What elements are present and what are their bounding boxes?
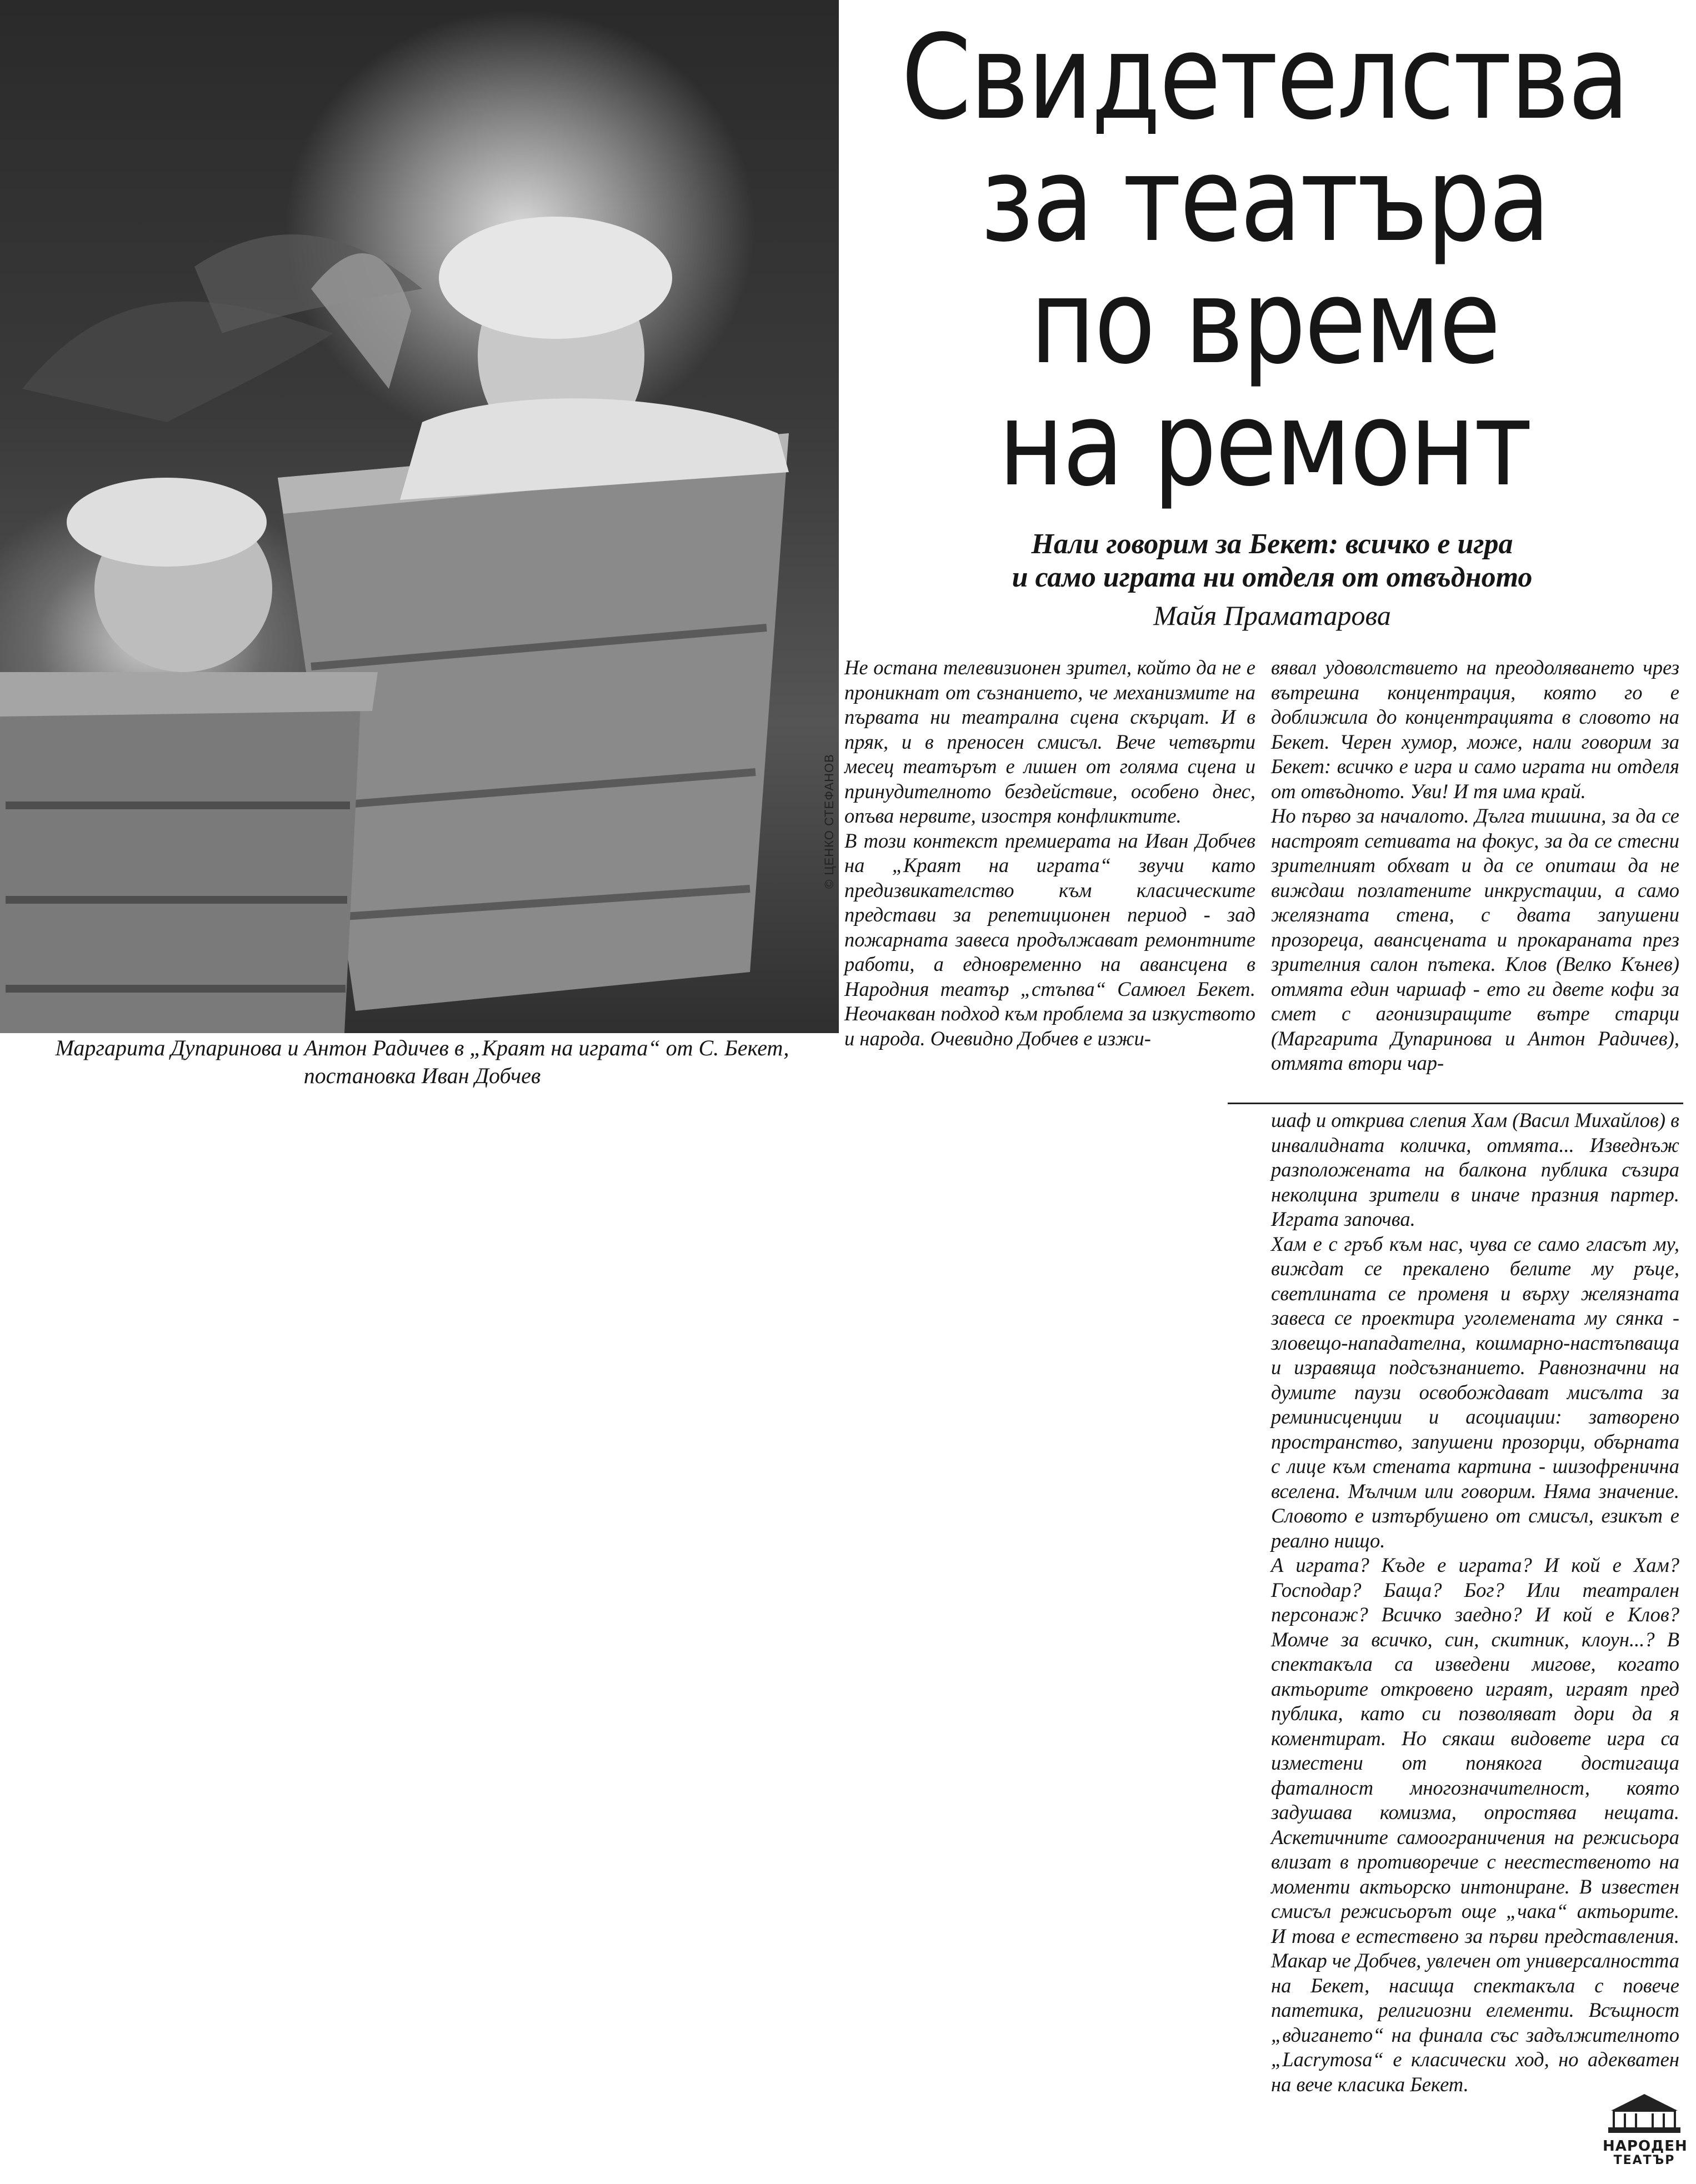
paragraph: Хам е с гръб към нас, чува се само гласът му, виждат се прекалено белите му ръце, светлината се променя и върху желязната завеса се проектира уголемената му сянка - зловещо-нападателна, кошмарно-настъпваща и изравяща подсъзнанието. Равнозначни на думите паузи освобождават мисълта за реминисценции и асоциации: затворено пространство, запушени прозорци, обърната с лице към стената картина - шизофренична вселена. Мълчим или говорим. Няма значение. Словото е изтърбушено от смисъл, езикът е реално нищо.: [1271, 1232, 1679, 1552]
subtitle-line-1: Нали говорим за Бекет: всичко е игра: [1031, 528, 1513, 560]
headline-line-1: Свидетелства: [901, 9, 1628, 146]
logo-line-1: НАРОДЕН: [1603, 2138, 1688, 2155]
headline: [894, 9, 1636, 512]
text-column-2: [1271, 655, 1679, 1076]
subtitle: [855, 528, 1689, 594]
paragraph: Не остана телевизионен зрител, който да не е проникнат от съзнанието, че механизмите на първата ни театрална сцена скърцат. И в пряк, и в преносен смисъл. Вече четвърти месец театърът е лишен от голяма сцена и принудителното бездействие, особено днес, опъва нервите, изостря конфликтите.: [844, 656, 1255, 827]
paragraph: Но първо за началото. Дълга тишина, за да се настроят сетивата на фокус, за да се стесни зрителният обхват и да се опиташ да не виждаш позлатените инкрустации, а само желязната стена, с двата запушени прозореца, авансцената и прокараната през зрителния салон пътека. Клов (Велко Кънев) отмята един чаршаф - ето ги двете кофи за смет с агонизиращите вътре старци (Маргарита Дупаринова и Антон Радичев), отмята втори чар-: [1271, 804, 1679, 1074]
paragraph: вявал удоволствието на преодоляването чрез вътрешна концентрация, която го е доближила до концентрацията в словото на Бекет. Черен хумор, може, нали говорим за Бекет: всичко е игра и само играта ни отделя от отвъдното. Уви! И тя има край.: [1271, 656, 1679, 803]
article-photo: [0, 0, 839, 1033]
paragraph: шаф и открива слепия Хам (Васил Михайлов) в инвалидната количка, отмята... Изведнъж разположената на балкона публика съзира неколцина зрители в иначе празния партер. Играта започва.: [1271, 1109, 1679, 1230]
subtitle-line-2: и само играта ни отделя от отвъдното: [1012, 562, 1533, 593]
theatre-building-icon: [1603, 2088, 1686, 2138]
headline-line-3: по време: [1030, 254, 1499, 390]
logo-line-2: ТЕАТЪР: [1613, 2153, 1675, 2167]
photo-illustration: [0, 0, 839, 1033]
text-column-1: [844, 655, 1255, 1051]
caption-line-1: Маргарита Дупаринова и Антон Радичев в „Краят на играта“ от С. Бекет,: [55, 1035, 789, 1060]
headline-line-4: на ремонт: [998, 376, 1531, 512]
paragraph: А играта? Къде е играта? И кой е Хам? Господар? Баща? Бог? Или театрален персонаж? Всичко заедно? И кой е Клов? Момче за всичко, син, скитник, клоун...? В спектакъла са изведени мигове, когато актьорите откровено играят, играят пред публика, като си позволяват дори да я коментират. Но сякаш видовете игра са изместени от понякога достигаща фаталност многозначителност, която задушава комизма, опростява нещата. Аскетичните самоограничения на режисьора влизат в противоречие с неестественото на моменти актьорско интониране. В известен смисъл режисьорът още „чака“ актьорите. И това е естествено за първи представления. Макар че Добчев, увлечен от универсалността на Бекет, насища спектакъла с повече патетика, религиозни елементи. Всъщност „вдигането“ на финала със задължителното „Lacrymosa“ е класически ход, но адекватен на вече класика Бекет.: [1271, 1554, 1679, 2096]
paragraph: В този контекст премиерата на Иван Добчев на „Краят на играта“ звучи като предизвикателство към класическите представи за репетиционен период - зад пожарната завеса продължават ремонтните работи, а едновременно на авансцена в Народния театър „стъпва“ Самюел Бекет. Неочакван подход към проблема за изкуството и народа. Очевидно Добчев е изжи-: [844, 829, 1255, 1050]
photo-credit: © ЦЕНКО СТЕФАНОВ: [822, 754, 836, 889]
author-byline: Майя Праматарова: [1153, 600, 1391, 631]
text-column-3: [1271, 1108, 1679, 2097]
national-theatre-logo: [1603, 2088, 1686, 2172]
caption-line-2: постановка Иван Добчев: [303, 1063, 541, 1088]
column-divider: [1228, 1103, 1683, 1104]
photo-caption: [22, 1034, 822, 1090]
headline-line-2: за театъра: [980, 132, 1549, 268]
